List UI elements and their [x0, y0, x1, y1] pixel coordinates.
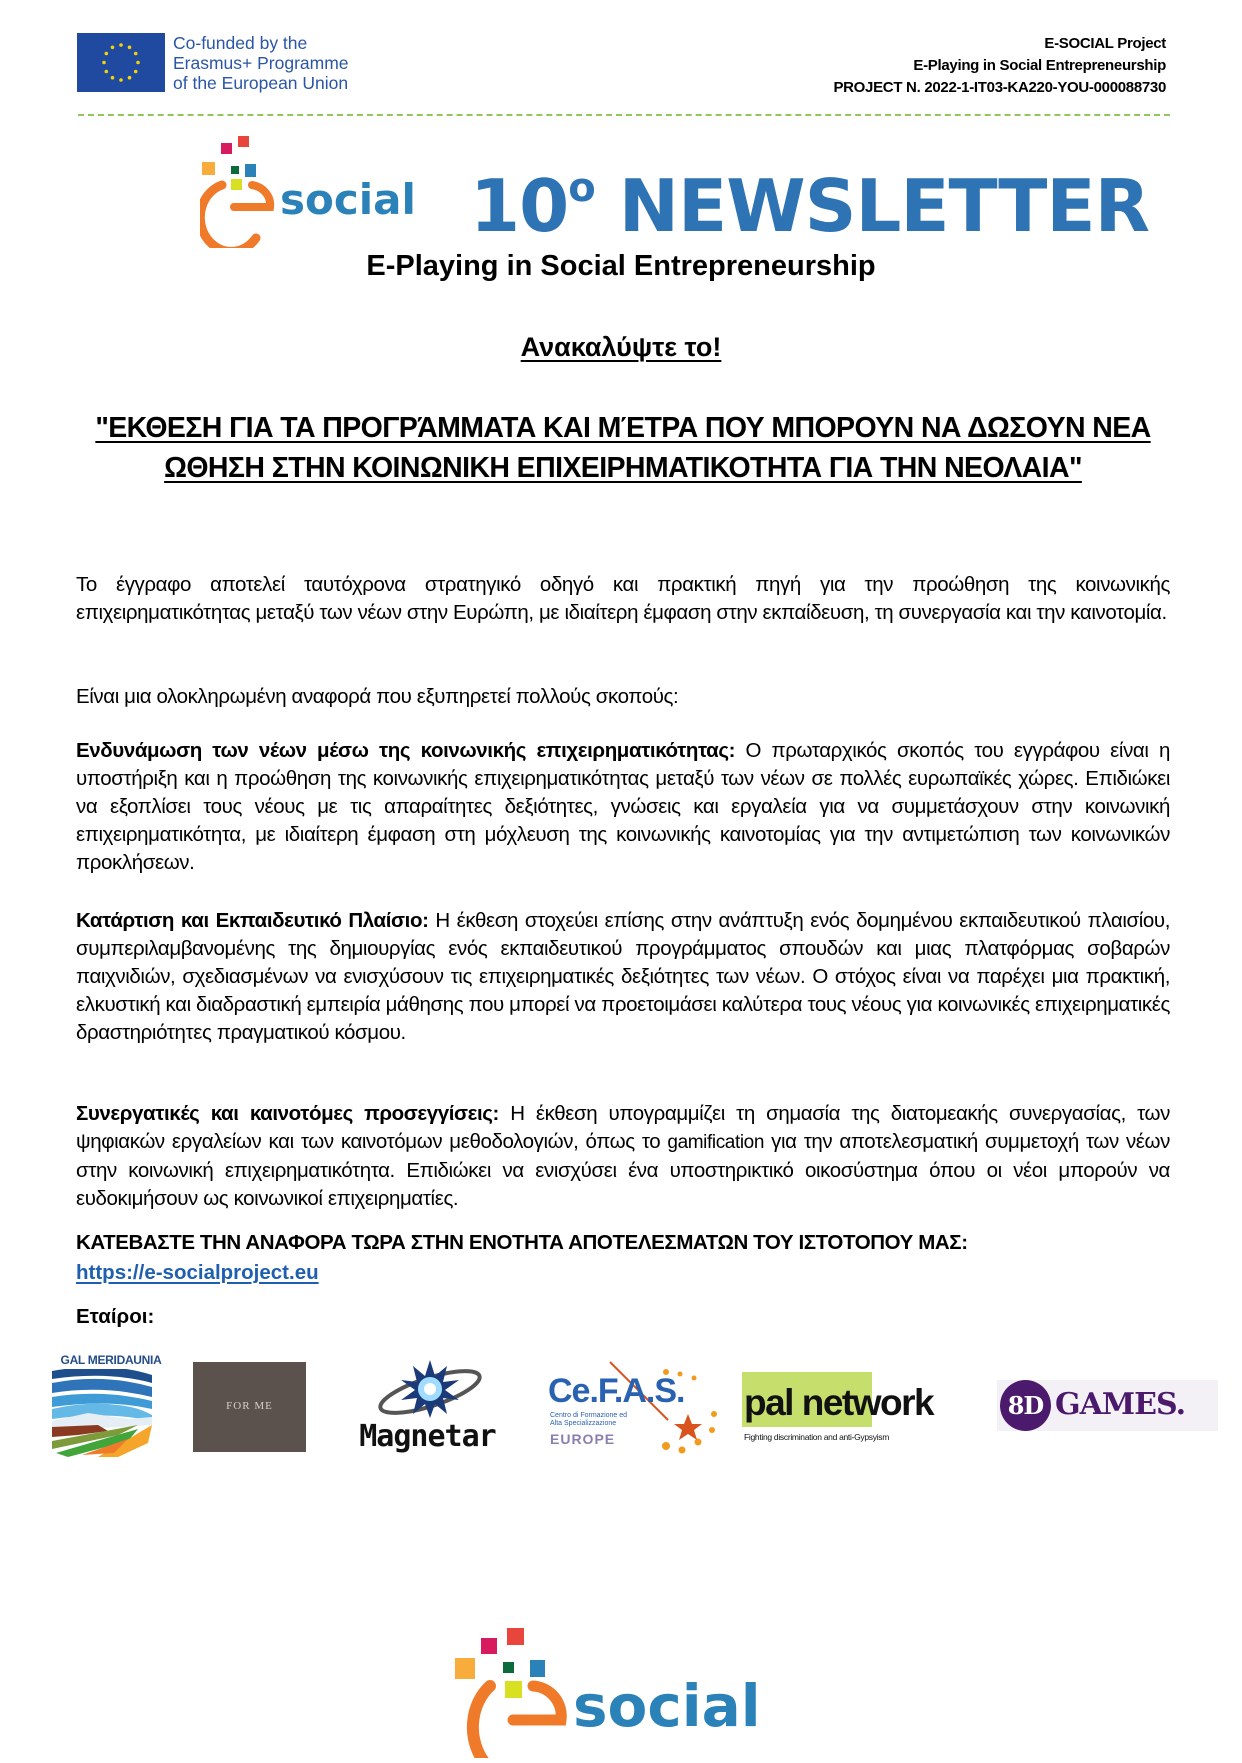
partner-name: GAL MERIDAUNIA: [60, 1353, 162, 1367]
partner-logo-gal-meridaunia: [48, 1353, 174, 1458]
partner-tagline: Fighting discrimination and anti-Gypsyism: [744, 1432, 890, 1442]
section-text: για την αποτελεσματική συμμετοχή των νέων στην κοινωνική επιχειρηματικότητα. Επιδιώκει να ενισχύσει ένα υποστηρικτικό οικοσύστημα όπου οι νέοι μπορούν να ευδοκιμήσουν ως κοινωνικοί επιχειρηματίες.: [76, 1130, 1170, 1210]
eu-funding-line: Erasmus+ Programme: [173, 53, 349, 73]
landscape-icon: [48, 1369, 174, 1458]
eu-funding-line: Co-funded by the: [173, 33, 308, 53]
section-text: Ο πρωταρχικός σκοπός του εγγράφου είναι η υποστήριξη και η προώθηση της κοινωνικής επιχειρηματικότητας μεταξύ των νέων σε πολλές ευρωπαϊκές χώρες. Επιδιώκει να εξοπλίσει τους νέους με τις απαραίτητες δεξιότητες, γνώσεις και εργαλεία για να συμμετάσχουν στην κοινωνική επιχειρηματικότητα, με ιδιαίτερη έμφαση στη μόχλευση της κοινωνικής καινοτομίας για την αντιμετώπιση των κοινωνικών προκλήσεων.: [76, 739, 1170, 874]
section-text: Η έκθεση στοχεύει επίσης στην ανάπτυξη ενός δομημένου εκπαιδευτικού πλαισίου, συμπεριλαμβανομένης της δημιουργίας ενός εκπαιδευτικού προγράμματος σπουδών και μιας πλατφόρμας σοβαρών παιχνιδιών, σχεδιασμένων να ενισχύσουν τις επιχειρηματικές δεξιότητες των νέων. Ο στόχος είναι να παρέχει μια πρακτική, ελκυστική και διαδραστική εμπειρία μάθησης που μπορεί να προετοιμάσει καλύτερα τους νέους για κοινωνικές επιχειρηματικές δραστηριότητες πραγματικού κόσμου.: [76, 909, 1170, 1044]
partner-subtitle-line: Centro di Formazione ed: [550, 1412, 628, 1419]
newsletter-subtitle: E-Playing in Social Entrepreneurship: [366, 250, 876, 282]
header-divider: [78, 114, 1170, 116]
intro-paragraph: Το έγγραφο αποτελεί ταυτόχρονα στρατηγικό οδηγό και πρακτική πηγή για την προώθηση της κοινωνικής επιχειρηματικότητας μεταξύ των νέων στην Ευρώπη, με ιδιαίτερη έμφαση στην εκπαίδευση, τη συνεργασία και την καινοτομία.: [76, 573, 1170, 624]
partner-region: EUROPE: [550, 1431, 616, 1447]
esocial-logo: [200, 130, 430, 248]
newsletter-number: 10: [470, 164, 569, 248]
newsletter-label: NEWSLETTER: [618, 164, 1150, 248]
purposes-intro: Είναι μια ολοκληρωμένη αναφορά που εξυπηρετεί πολλούς σκοπούς:: [76, 685, 679, 708]
partner-name: pal network: [744, 1382, 934, 1423]
eu-funding-line: of the European Union: [173, 73, 349, 93]
esocial-logo-mark-icon: [445, 1618, 775, 1758]
partners-label: Εταίροι:: [76, 1305, 155, 1328]
partner-name: Magnetar: [359, 1419, 496, 1454]
partner-name: Ce.F.A.S.: [548, 1372, 685, 1410]
section-heading: Συνεργατικές και καινοτόμες προσεγγίσεις:: [76, 1102, 499, 1125]
partner-logo-pal-network: [742, 1372, 985, 1452]
section-heading: Κατάρτιση και Εκπαιδευτικό Πλαίσιο:: [76, 909, 429, 932]
esocial-footer-logo: [445, 1618, 775, 1758]
partner-badge: 8D: [1000, 1380, 1051, 1431]
newsletter-ordinal: o: [568, 165, 595, 211]
partner-name: GAMES.: [1055, 1387, 1186, 1422]
discover-heading: [0, 330, 1242, 364]
logo-word: social: [280, 175, 416, 224]
section-training: [76, 907, 1170, 1047]
partner-logo-cefas: [548, 1358, 728, 1458]
gamification-term: gamification: [667, 1132, 765, 1153]
eu-stars-icon: [77, 33, 165, 92]
project-number: PROJECT N. 2022-1-IT03-KA220-YOU-000088730: [833, 79, 1166, 96]
newsletter-title: [470, 148, 1149, 246]
section-text: Η έκθεση υπογραμμίζει τη σημασία της διατομεακής συνεργασίας, των ψηφιακών εργαλείων και των καινοτόμων μεθοδολογιών, όπως το: [76, 1102, 1170, 1153]
logo-word: social: [573, 1672, 761, 1740]
partner-logo-8d-games: [997, 1380, 1218, 1431]
partner-subtitle: [550, 1412, 627, 1428]
report-title: [76, 408, 1170, 488]
partner-logo-magnetar: [335, 1358, 520, 1458]
project-name: E-SOCIAL Project: [1044, 35, 1166, 52]
esocial-logo-mark-icon: [200, 130, 430, 248]
partner-logo-forme: [193, 1362, 306, 1452]
star-burst-icon: [335, 1358, 520, 1418]
partner-subtitle-line: Alta Specializzazione: [550, 1420, 617, 1427]
project-subtitle: E-Playing in Social Entrepreneurship: [913, 57, 1166, 74]
section-collaboration: [76, 1100, 1170, 1213]
partner-name: FOR ME: [226, 1400, 273, 1412]
eu-flag-logo: [77, 33, 165, 92]
section-heading: Ενδυνάμωση των νέων μέσω της κοινωνικής επιχειρηματικότητας:: [76, 739, 736, 762]
discover-text: Ανακαλύψτε το!: [520, 332, 722, 362]
download-cta: ΚΑΤΕΒΑΣΤΕ ΤΗΝ ΑΝΑΦΟΡΑ ΤΩΡΑ ΣΤΗΝ ΕΝΟΤΗΤΑ ΑΠΟΤΕΛΕΣΜΑΤΩΝ ΤΟΥ ΙΣΤΟΤΟΠΟΥ ΜΑΣ:: [76, 1231, 968, 1254]
eu-funding-text: [173, 33, 349, 93]
section-empowerment: [76, 737, 1170, 877]
project-info: [833, 33, 1166, 99]
report-title-text: "ΕΚΘΕΣΗ ΓΙΑ ΤΑ ΠΡΟΓΡΆΜΜΑΤΑ ΚΑΙ ΜΈΤΡΑ ΠΟΥ ΜΠΟΡΟΥΝ ΝΑ ΔΩΣΟΥΝ ΝΕΑ ΩΘΗΣΗ ΣΤΗΝ ΚΟΙΝΩΝΙΚΗ ΕΠΙΧΕΙΡΗΜΑΤΙΚΟΤΗΤΑ ΓΙΑ ΤΗΝ ΝΕΟΛΑΙΑ": [95, 412, 1151, 484]
website-link[interactable]: https://e-socialproject.eu: [76, 1261, 319, 1284]
